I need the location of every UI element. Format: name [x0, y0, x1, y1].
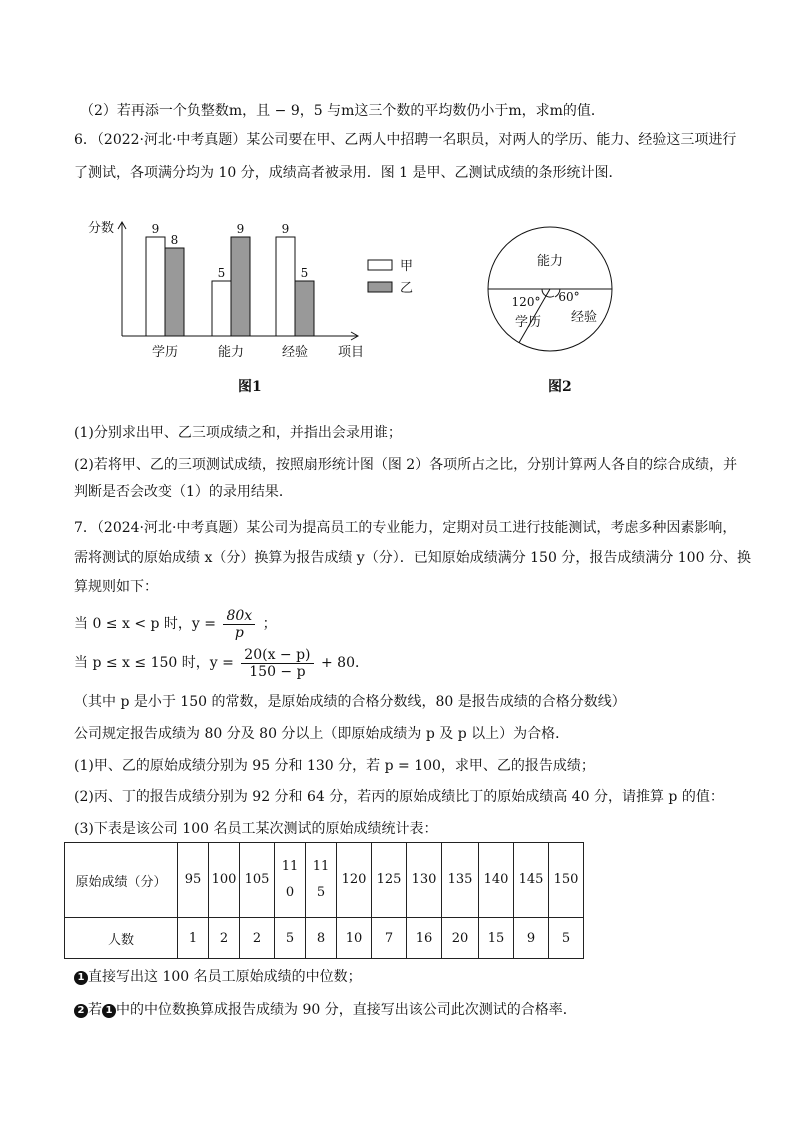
case2-prefix: 当 p ≤ x ≤ 150 时，y = — [74, 655, 234, 671]
count-cell: 1 — [178, 918, 209, 959]
bar-value-label: 5 — [300, 266, 309, 280]
slice-angle-label: 60° — [558, 290, 580, 304]
q6-part2-a: (2)若将甲、乙的三项测试成绩，按照扇形统计图（图 2）各项所占之比，分别计算两人各自的综合成绩，并 — [74, 457, 738, 473]
q7-sub2-text-a: 若 — [88, 1002, 102, 1018]
case2-numerator: 20(x − p) — [241, 647, 313, 664]
count-cell: 9 — [514, 918, 549, 959]
score-cell: 100 — [209, 843, 240, 918]
count-row — [65, 918, 584, 959]
q5-part2: （2）若再添一个负整数m，且 − 9，5 与m这三个数的平均数仍小于m，求m的值． — [80, 103, 605, 119]
bar — [212, 281, 231, 336]
count-cell: 5 — [549, 918, 584, 959]
case2-suffix: + 80． — [320, 655, 369, 671]
circled-number-1-ref: 1 — [102, 1004, 116, 1018]
count-cell: 2 — [240, 918, 275, 959]
q7-sub1 — [74, 967, 362, 987]
case1-suffix: ； — [262, 616, 277, 632]
q6-part2-b: 判断是否会改变（1）的录用结果． — [74, 484, 293, 500]
score-table — [64, 842, 584, 959]
score-row — [65, 843, 584, 918]
circled-number-1: 1 — [74, 971, 88, 985]
score-cell: 120 — [337, 843, 372, 918]
count-cell: 8 — [306, 918, 337, 959]
bar — [165, 248, 184, 336]
score-cell: 105 — [240, 843, 275, 918]
case1-fraction — [223, 608, 255, 641]
bar-value-label: 9 — [281, 222, 290, 236]
bar-value-label: 9 — [151, 222, 160, 236]
slice-label: 学历 — [514, 315, 542, 330]
score-cell: 145 — [514, 843, 549, 918]
q7-sub2-text-b: 中的中位数换算成报告成绩为 90 分，直接写出该公司此次测试的合格率． — [116, 1002, 577, 1018]
bar-value-label: 9 — [236, 222, 245, 236]
q7-note: （其中 p 是小于 150 的常数，是原始成绩的合格分数线，80 是报告成绩的合格分数线） — [74, 694, 626, 710]
q7-part3: (3)下表是该公司 100 名员工某次测试的原始成绩统计表： — [74, 821, 438, 837]
case1-prefix: 当 0 ≤ x < p 时，y = — [74, 616, 217, 632]
category-label: 能力 — [217, 345, 245, 360]
slice-label: 能力 — [536, 254, 564, 269]
circled-number-2: 2 — [74, 1004, 88, 1018]
q6-stem-1: 6．（2022·河北·中考真题）某公司要在甲、乙两人中招聘一名职员，对两人的学历、能力、经验这三项进行 — [74, 132, 737, 148]
q7-stem-2: 需将测试的原始成绩 x（分）换算为报告成绩 y（分）．已知原始成绩满分 150 分，报告成绩满分 100 分、换 — [74, 550, 751, 566]
legend-label: 乙 — [400, 281, 414, 296]
q7-sub2 — [74, 1000, 577, 1020]
formula-case2 — [74, 645, 369, 681]
count-cell: 2 — [209, 918, 240, 959]
bar — [146, 237, 165, 336]
bar-value-label: 5 — [217, 266, 226, 280]
legend-swatch — [368, 282, 392, 292]
pie-chart — [480, 212, 640, 352]
count-cell: 10 — [337, 918, 372, 959]
count-cell: 7 — [372, 918, 407, 959]
score-cell: 150 — [549, 843, 584, 918]
figure1-caption: 图1 — [238, 379, 262, 395]
y-axis-label: 分数 — [88, 221, 115, 236]
bar — [276, 237, 295, 336]
formula-case1 — [74, 606, 277, 642]
bar — [295, 281, 314, 336]
score-header: 原始成绩（分） — [65, 843, 178, 918]
score-cell: 130 — [407, 843, 442, 918]
bar-value-label: 8 — [170, 233, 179, 247]
score-cell: 11 0 — [275, 843, 306, 918]
bar-chart — [86, 212, 426, 362]
count-cell: 16 — [407, 918, 442, 959]
count-header: 人数 — [65, 918, 178, 959]
score-cell: 135 — [442, 843, 479, 918]
case2-fraction — [241, 647, 313, 680]
category-label: 学历 — [151, 345, 179, 360]
case2-denominator: 150 − p — [249, 663, 306, 680]
q7-stem-1: 7．（2024·河北·中考真题）某公司为提高员工的专业能力，定期对员工进行技能测试，考虑多种因素影响， — [74, 520, 737, 536]
q6-stem-2: 了测试，各项满分均为 10 分，成绩高者被录用．图 1 是甲、乙测试成绩的条形统计图． — [74, 165, 623, 181]
category-label: 经验 — [281, 345, 309, 360]
score-cell: 95 — [178, 843, 209, 918]
legend-label: 甲 — [400, 259, 414, 274]
slice-label: 经验 — [570, 310, 598, 325]
count-cell: 20 — [442, 918, 479, 959]
bar — [231, 237, 250, 336]
q6-part1: (1)分别求出甲、乙三项成绩之和，并指出会录用谁； — [74, 425, 402, 441]
count-cell: 15 — [479, 918, 514, 959]
score-cell: 140 — [479, 843, 514, 918]
case1-numerator: 80x — [223, 608, 255, 625]
slice-angle-label: 120° — [511, 295, 541, 309]
q7-part1: (1)甲、乙的原始成绩分别为 95 分和 130 分，若 p = 100，求甲、乙的报告成绩； — [74, 758, 595, 774]
figure2-caption: 图2 — [548, 379, 572, 395]
q7-stem-3: 算规则如下： — [74, 579, 158, 595]
q7-part2: (2)丙、丁的报告成绩分别为 92 分和 64 分，若丙的原始成绩比丁的原始成绩高 40 分，请推算 p 的值： — [74, 789, 724, 805]
case1-denominator: p — [234, 624, 244, 641]
legend-swatch — [368, 260, 392, 270]
x-axis-label: 项目 — [338, 345, 365, 360]
q7-rule: 公司规定报告成绩为 80 分及 80 分以上（即原始成绩为 p 及 p 以上）为合格． — [74, 726, 570, 742]
score-cell: 11 5 — [306, 843, 337, 918]
q7-sub1-text: 直接写出这 100 名员工原始成绩的中位数； — [88, 969, 362, 985]
score-cell: 125 — [372, 843, 407, 918]
count-cell: 5 — [275, 918, 306, 959]
